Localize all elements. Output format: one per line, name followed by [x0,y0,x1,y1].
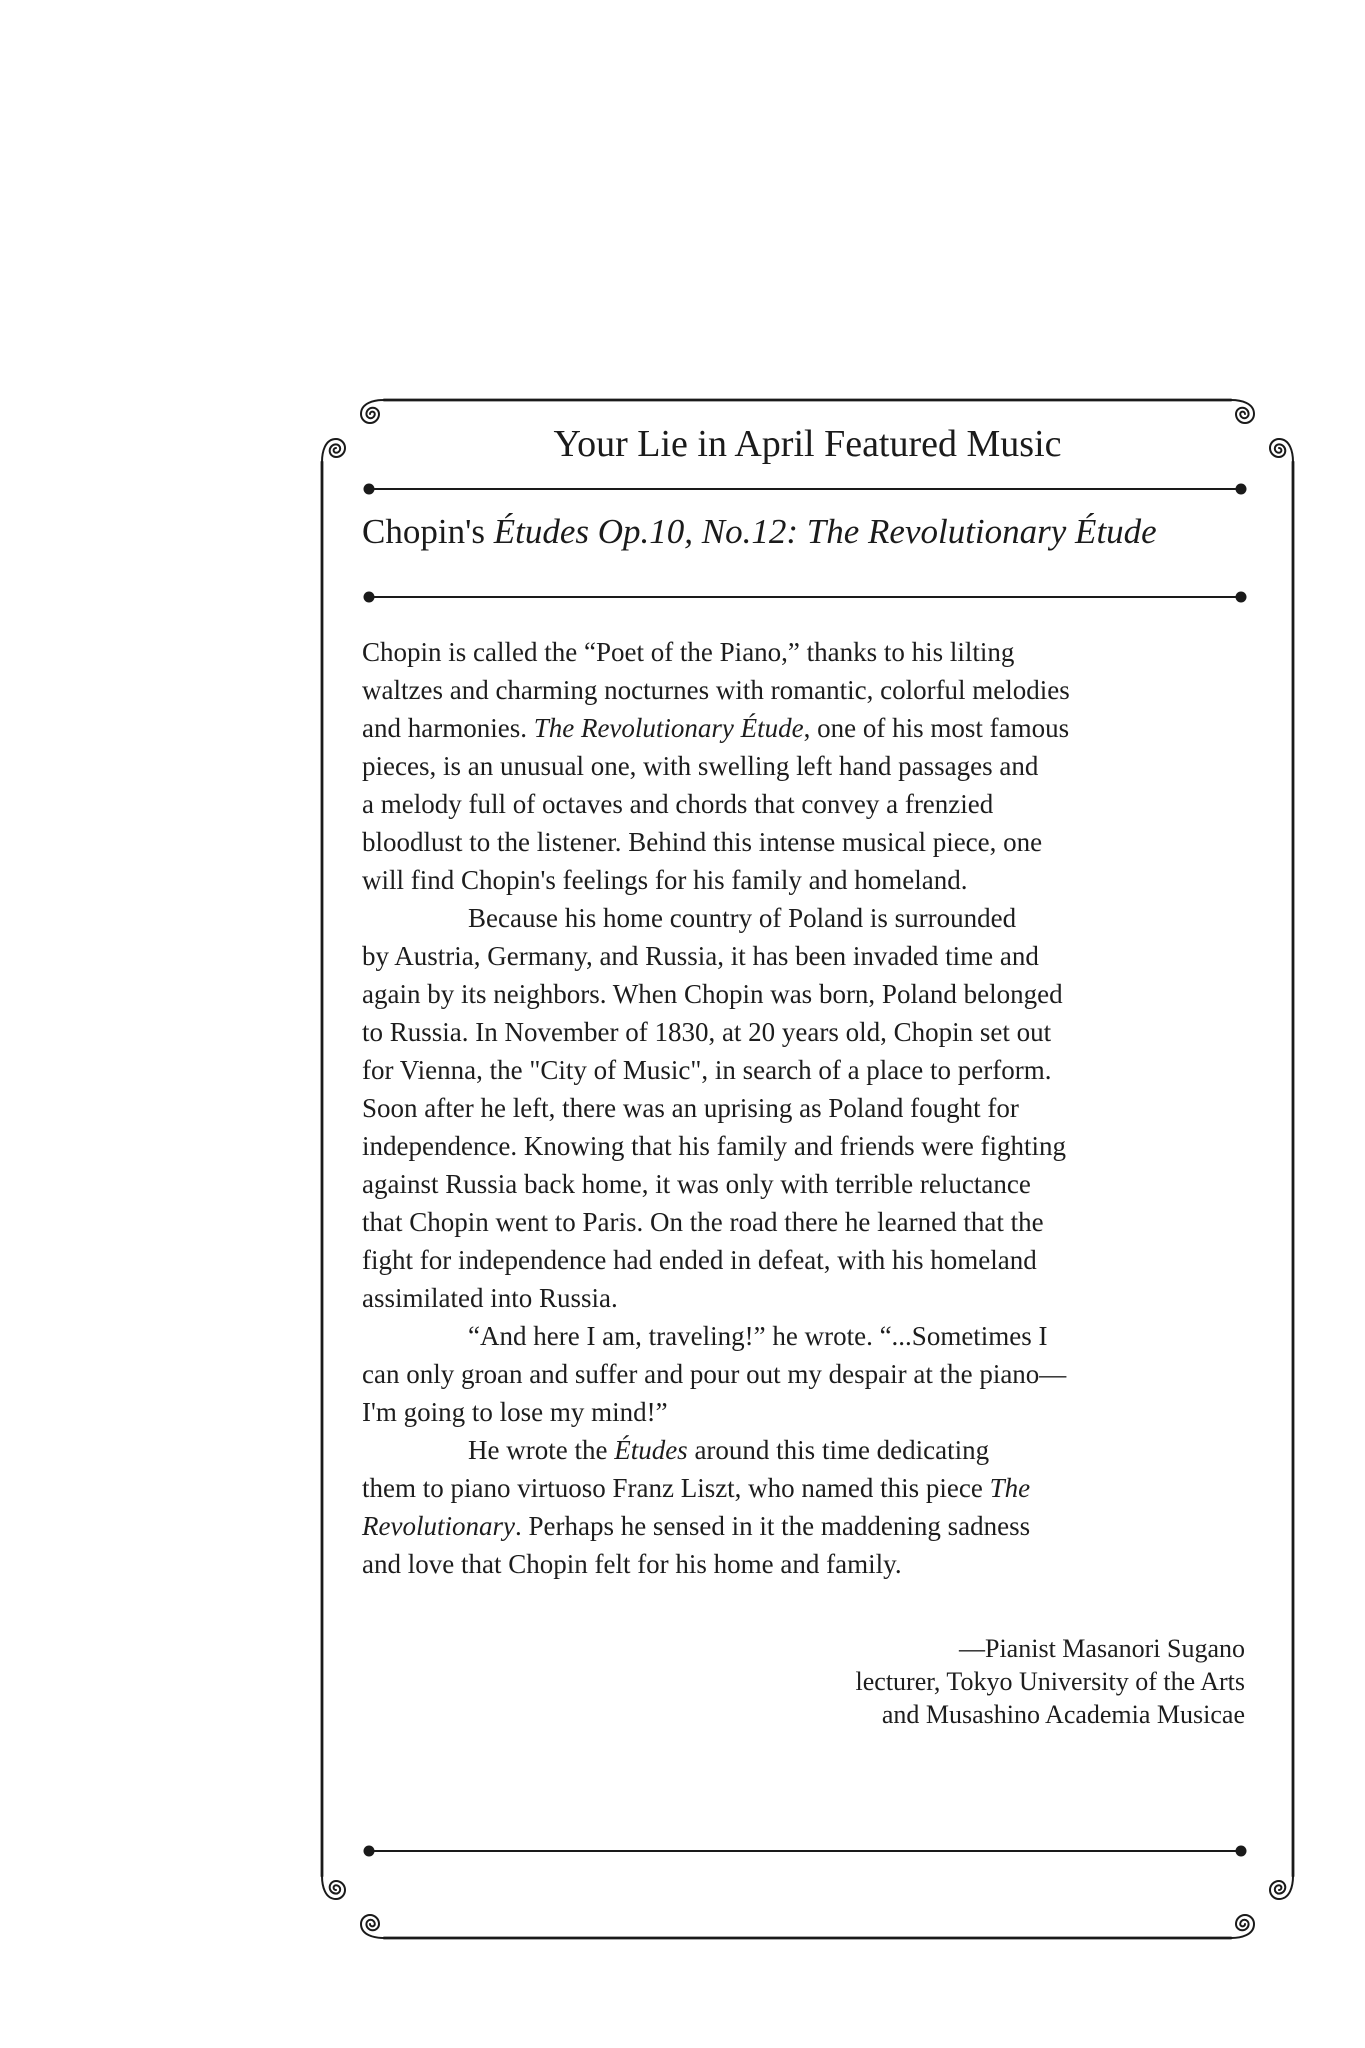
paragraph: He wrote the Études around this time dedicating them to piano virtuoso Franz Liszt, who named this piece The Revolutionary. Perhaps he sensed in it the maddening sadness and love that Chopin felt for his home and family. [362,1435,1031,1579]
paragraph: “And here I am, traveling!” he wrote. “...Sometimes I can only groan and suffer and pour out my despair at the piano— I'm going to lose my mind!” [362,1321,1067,1427]
corner-flourish-bottom-left [322,1876,384,1938]
subtitle-prefix: Chopin's [362,512,494,551]
subtitle-piece-name: Études Op.10, No.12: The Revolutionary Étude [493,512,1157,551]
divider-under-subtitle [364,592,1247,603]
divider-bottom [364,1846,1247,1857]
body-text [362,633,1267,1583]
subtitle [362,512,1262,552]
attribution-line: —Pianist Masanori Sugano [959,1634,1245,1663]
paragraph: Chopin is called the “Poet of the Piano,” thanks to his lilting waltzes and charming nocturnes with romantic, colorful melodies and harmonies. The Revolutionary Étude, one of his most famous pieces, is an unusual one, with swelling left hand passages and a melody full of octaves and chords that convey a frenzied bloodlust to the listener. Behind this intense musical piece, one will find Chopin's feelings for his family and homeland. [362,637,1070,895]
page-title: Your Lie in April Featured Music [553,423,1062,465]
attribution-line: and Musashino Academia Musicae [881,1700,1245,1729]
attribution [362,1632,1245,1731]
paragraph: Because his home country of Poland is surrounded by Austria, Germany, and Russia, it has been invaded time and again by its neighbors. When Chopin was born, Poland belonged to Russia. In November of 1830, at 20 years old, Chopin set out for Vienna, the "City of Music", in search of a place to perform. Soon after he left, there was an uprising as Poland fought for independence. Knowing that his family and friends were fighting against Russia back home, it was only with terrible reluctance that Chopin went to Paris. On the road there he learned that the fight for independence had ended in defeat, with his homeland assimilated into Russia. [362,903,1067,1313]
corner-flourish-bottom-right [1231,1876,1293,1938]
attribution-line: lecturer, Tokyo University of the Arts [855,1667,1245,1696]
divider-under-title [364,484,1247,495]
